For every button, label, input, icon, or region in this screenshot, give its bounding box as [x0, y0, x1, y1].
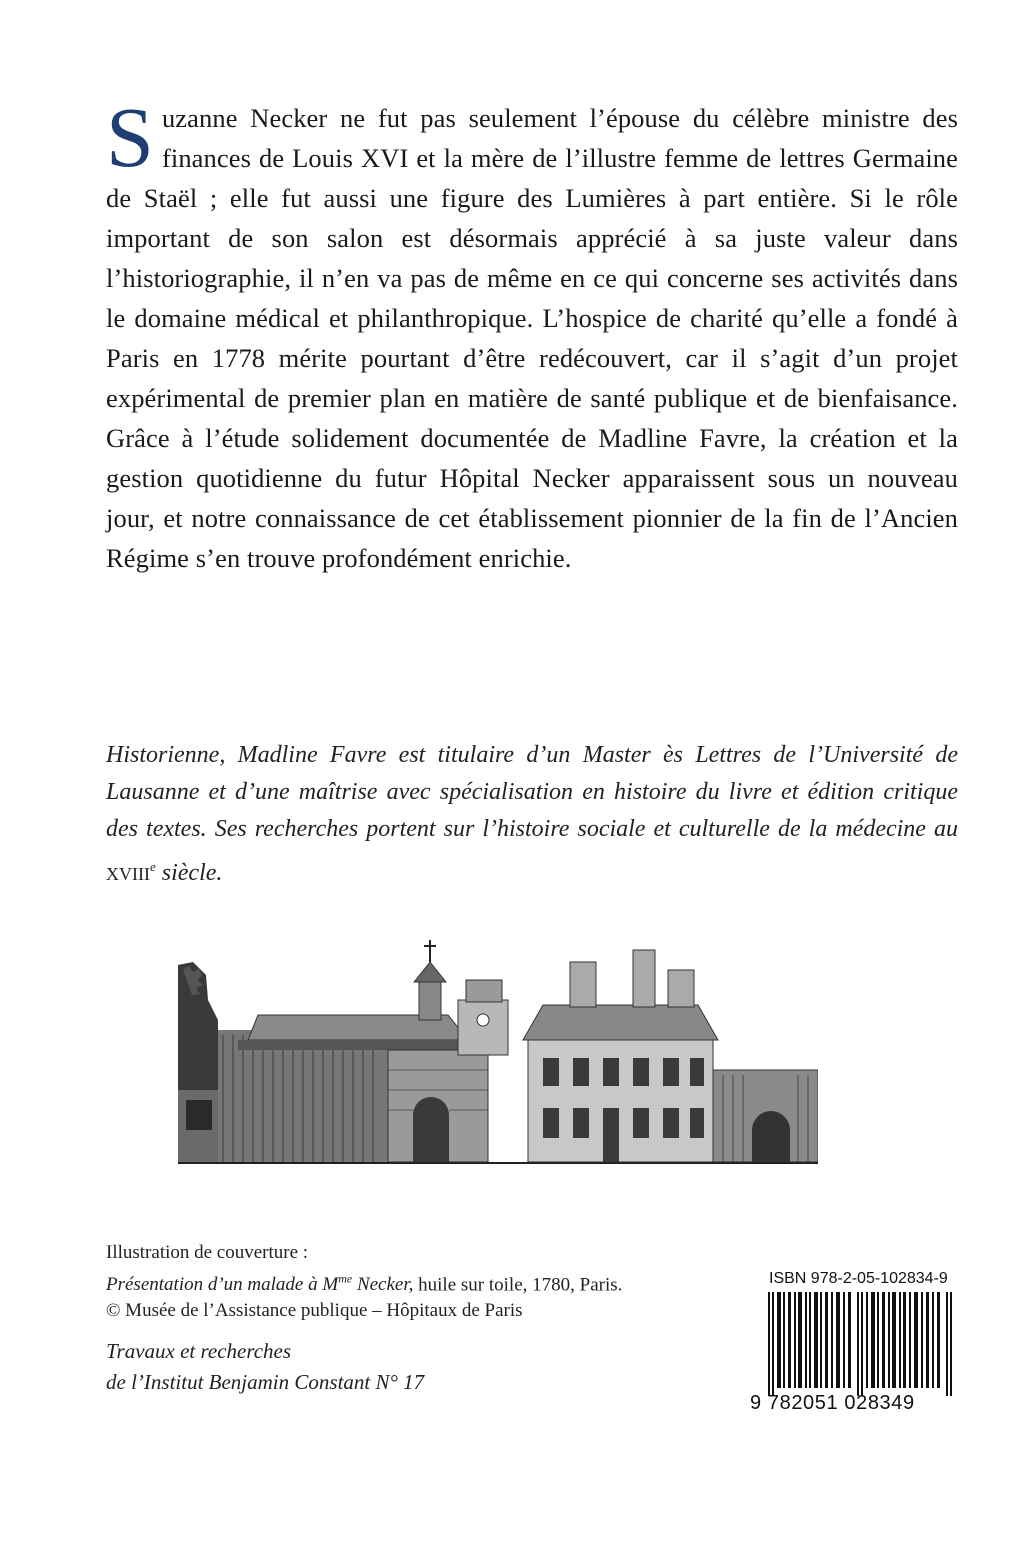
- cover-credits: [106, 1240, 706, 1324]
- drop-cap: S: [106, 89, 154, 185]
- bio-text: Historienne, Madline Favre est titulaire d’un Master ès Lettres de l’Université de Lausanne et d’une maîtrise avec spécialisation en histoire du livre et édition critique des textes. Ses recherches portent sur l’histoire sociale et culturelle de la médecine au: [106, 742, 958, 842]
- back-cover-blurb: [106, 89, 958, 578]
- hospital-engraving: [178, 940, 818, 1165]
- ean-digits: 9 782051 028349: [750, 1392, 915, 1414]
- work-title-sup: me: [338, 1272, 353, 1286]
- bio-end: siècle.: [161, 860, 223, 886]
- credits-copyright: © Musée de l’Assistance publique – Hôpitaux de Paris: [106, 1300, 523, 1322]
- isbn-label: ISBN 978-2-05-102834-9: [769, 1270, 948, 1287]
- century-superscript: e: [149, 859, 156, 874]
- barcode-image: [768, 1292, 953, 1396]
- work-title: Présentation d’un malade à M: [106, 1274, 339, 1296]
- century-numeral: XVIII: [106, 864, 150, 884]
- series-info: [106, 1336, 706, 1398]
- work-details: huile sur toile, 1780, Paris.: [418, 1274, 623, 1296]
- series-line-1: Travaux et recherches: [106, 1339, 292, 1363]
- work-title-end: Necker,: [352, 1274, 414, 1296]
- credits-work: [106, 1266, 706, 1298]
- blurb-text: uzanne Necker ne fut pas seulement l’épouse du célèbre ministre des finances de Louis XVI et la mère de l’illustre femme de lettres Germaine de Staël ; elle fut aussi une figure des Lumières à part entière. Si le rôle important de son salon est désormais apprécié à sa juste valeur dans l’historiographie, il n’en va pas de même en ce qui concerne ses activités dans le domaine médical et philanthropique. L’hospice de charité qu’elle a fondé à Paris en 1778 mérite pourtant d’être redécouvert, car il s’agit d’un projet expérimental de premier plan en matière de santé publique et de bienfaisance. Grâce à l’étude solidement documentée de Madline Favre, la création et la gestion quotidienne du futur Hôpital Necker apparaissent sous un nouveau jour, et notre connaissance de cet établissement pionnier de la fin de l’Ancien Régime s’en trouve profondément enrichie.: [106, 103, 958, 573]
- series-line-2: de l’Institut Benjamin Constant N° 17: [106, 1370, 425, 1394]
- credits-heading: Illustration de couverture :: [106, 1242, 309, 1263]
- author-bio: [106, 737, 958, 893]
